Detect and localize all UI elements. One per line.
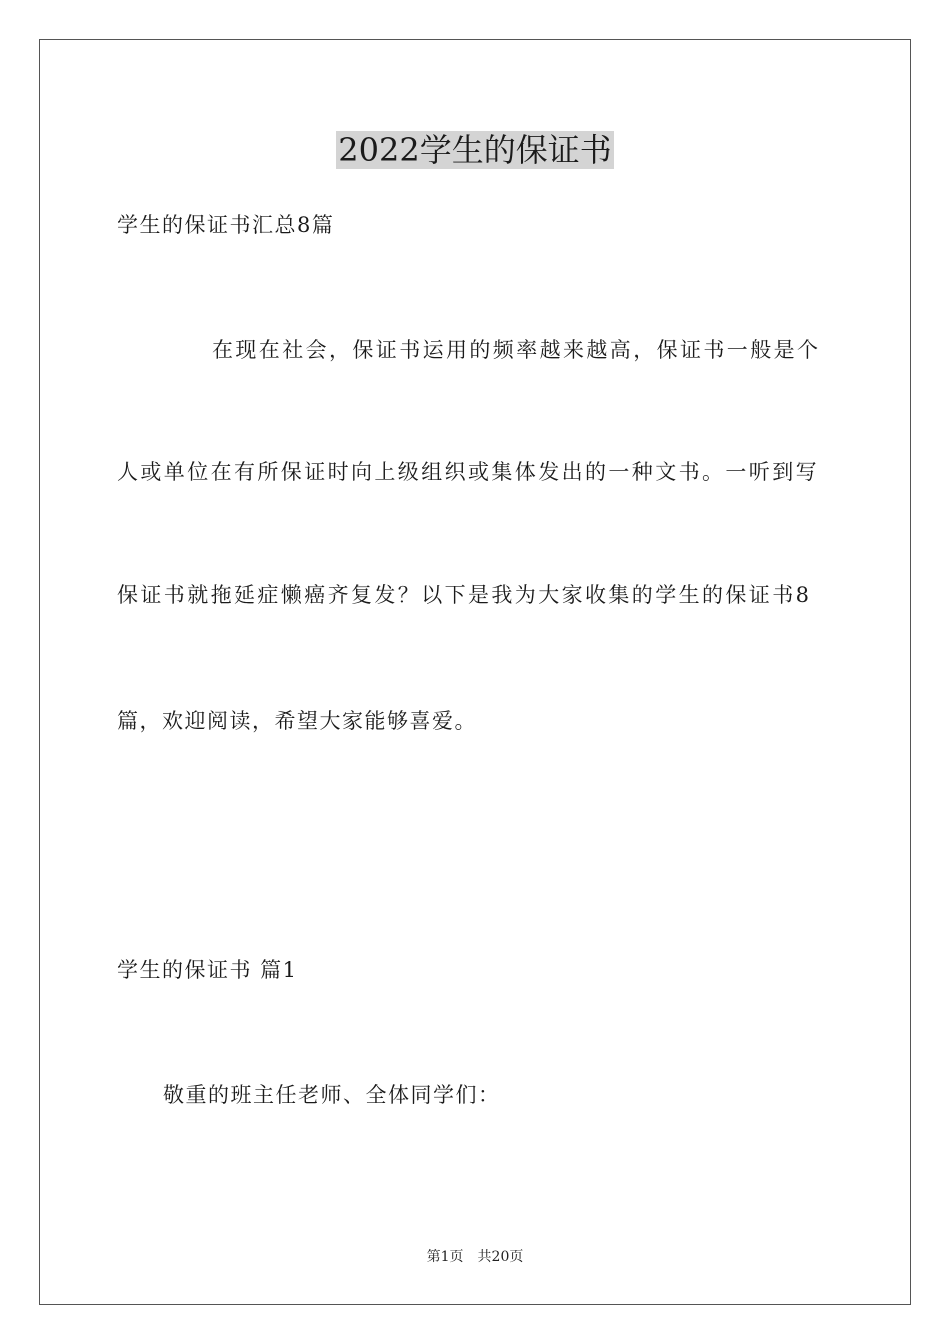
document-title [0, 128, 950, 172]
document-subtitle: 学生的保证书汇总8篇 [117, 213, 335, 237]
greeting-line: 敬重的班主任老师、全体同学们： [163, 1083, 501, 1107]
intro-line-1: 在现在社会，保证书运用的频率越来越高，保证书一般是个 [212, 338, 821, 362]
intro-line-3: 保证书就拖延症懒癌齐复发？以下是我为大家收集的学生的保证书8 [117, 583, 812, 607]
page-footer [0, 1247, 950, 1267]
intro-line-4: 篇，欢迎阅读，希望大家能够喜爱。 [117, 709, 477, 733]
intro-line-2: 人或单位在有所保证时向上级组织或集体发出的一种文书。一听到写 [117, 460, 819, 484]
document-title-text: 2022学生的保证书 [338, 131, 612, 169]
section-heading: 学生的保证书 篇1 [117, 958, 298, 982]
page-number: 第1页 [426, 1249, 464, 1265]
page-total: 共20页 [477, 1249, 524, 1265]
